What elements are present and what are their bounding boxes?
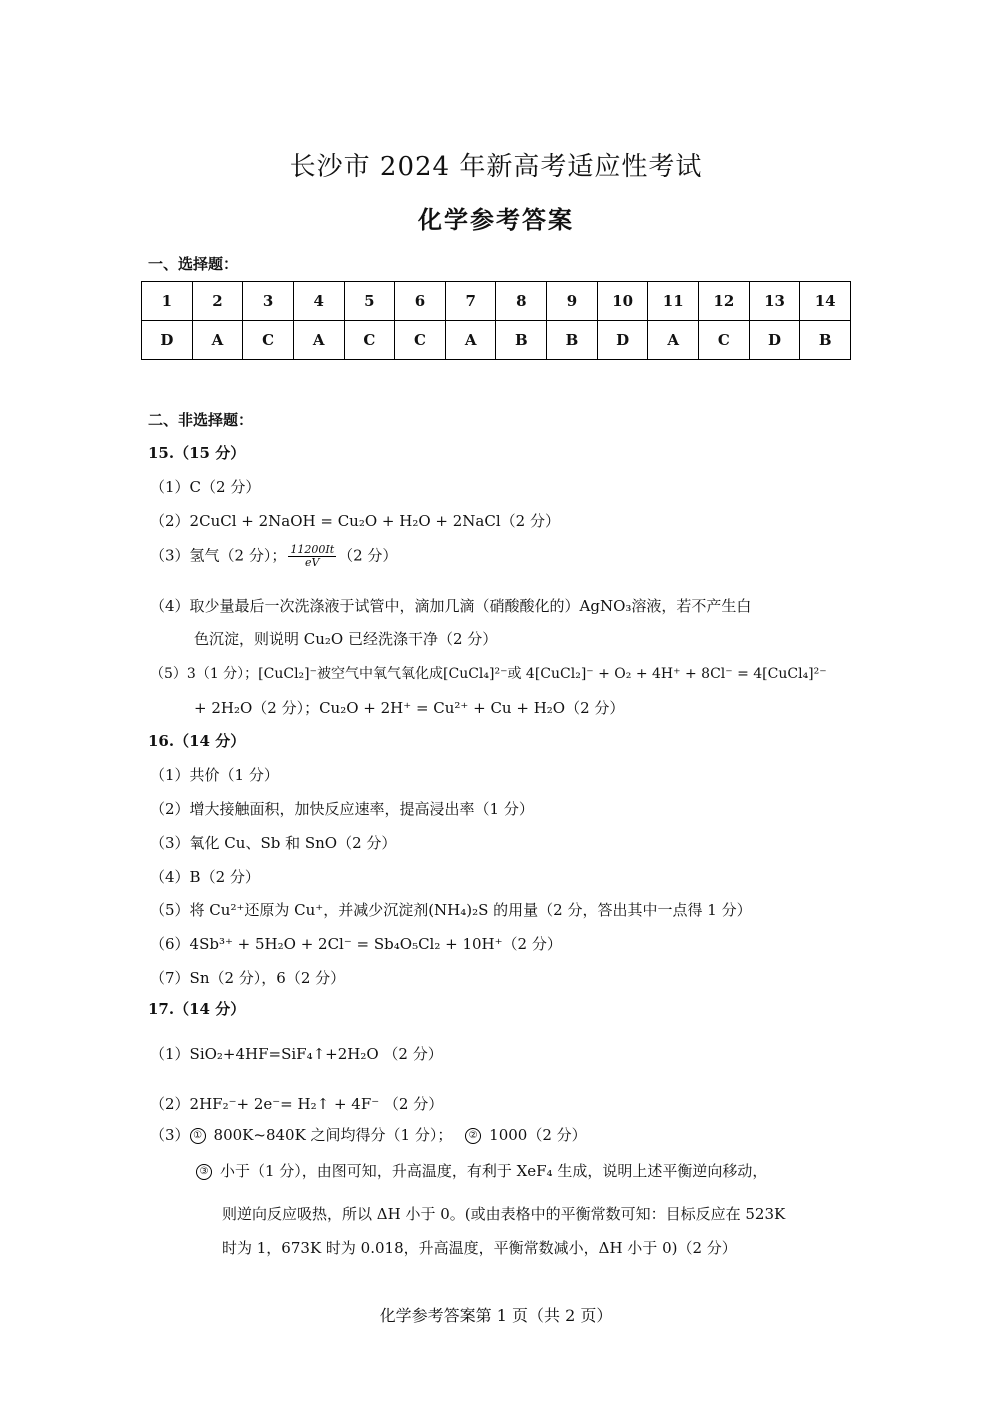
table-cell: 14 [800,282,851,321]
circled-number-icon: ① [190,1128,206,1144]
table-cell: 4 [293,282,344,321]
table-cell: 10 [597,282,648,321]
circled-number-icon: ② [465,1128,481,1144]
q17-answer-3-part3-line3: 时为 1，673K 时为 0.018，升高温度，平衡常数减小，ΔH 小于 0)（2 分） [222,1239,737,1257]
q15-answer-4-line2: 色沉淀，则说明 Cu₂O 已经洗涤干净（2 分） [194,630,498,648]
table-cell: C [243,321,294,360]
table-cell: 12 [699,282,750,321]
table-cell: A [445,321,496,360]
fraction [288,544,336,569]
table-cell: B [800,321,851,360]
table-cell: 3 [243,282,294,321]
q17-answer-2: （2）2HF₂⁻+ 2e⁻= H₂↑ + 4F⁻ （2 分） [150,1095,444,1113]
question-15-heading: 15.（15 分） [148,444,246,462]
table-row-numbers [142,282,851,321]
table-cell: 13 [749,282,800,321]
table-cell: A [192,321,243,360]
q16-answer-6: （6）4Sb³⁺ + 5H₂O + 2Cl⁻ = Sb₄O₅Cl₂ + 10H⁺（2 分） [150,935,562,953]
table-cell: 8 [496,282,547,321]
table-cell: C [395,321,446,360]
q17-answer-3 [150,1124,587,1145]
page-title: 长沙市 2024 年新高考适应性考试 [289,152,703,182]
table-cell: A [648,321,699,360]
question-17-heading: 17.（14 分） [148,1000,246,1018]
table-cell: 9 [547,282,598,321]
table-cell: A [293,321,344,360]
section-multiple-choice-heading: 一、选择题： [148,255,239,273]
q17-answer-3-part3-text: 小于（1 分），由图可知，升高温度，有利于 XeF₄ 生成，说明上述平衡逆向移动， [220,1162,768,1180]
q15-answer-4-line1: （4）取少量最后一次洗涤液于试管中，滴加几滴（硝酸酸化的）AgNO₃溶液，若不产生白 [150,597,752,615]
table-cell: D [142,321,193,360]
q17-answer-3-part1: 800K~840K 之间均得分（1 分）； [213,1126,453,1144]
q15-answer-1: （1）C（2 分） [150,478,261,496]
table-cell: 6 [395,282,446,321]
q16-answer-7: （7）Sn（2 分），6（2 分） [150,969,346,987]
answer-table [141,281,851,360]
table-cell: 2 [192,282,243,321]
table-cell: 5 [344,282,395,321]
table-cell: 1 [142,282,193,321]
q15-answer-5-line2: + 2H₂O（2 分）；Cu₂O + 2H⁺ = Cu²⁺ + Cu + H₂O（2 分） [194,699,625,717]
q17-answer-3-part2: 1000（2 分） [489,1126,587,1144]
table-cell: C [344,321,395,360]
q16-answer-5: （5）将 Cu²⁺还原为 Cu⁺，并减少沉淀剂(NH₄)₂S 的用量（2 分，答出其中一点得 1 分） [150,901,752,919]
table-cell: C [699,321,750,360]
section-free-response-heading: 二、非选择题： [148,411,254,429]
q17-answer-3-prefix: （3） [150,1126,190,1144]
q16-answer-3: （3）氧化 Cu、Sb 和 SnO（2 分） [150,834,397,852]
fraction-denominator: eV [305,556,320,569]
q17-answer-3-part3-line1 [196,1160,767,1181]
q15-answer-5-line1: （5）3（1 分）；[CuCl₂]⁻被空气中氧气氧化成[CuCl₄]²⁻或 4[CuCl₂]⁻ + O₂ + 4H⁺ + 8Cl⁻ = 4[CuCl₄]²⁻ [150,666,827,682]
q16-answer-1: （1）共价（1 分） [150,766,279,784]
q17-answer-3-part3-line2: 则逆向反应吸热，所以 ΔH 小于 0。(或由表格中的平衡常数可知：目标反应在 523K [222,1205,786,1223]
table-cell: B [547,321,598,360]
q15-answer-3-score: （2 分） [338,546,398,565]
circled-number-icon: ③ [196,1164,212,1180]
table-cell: 7 [445,282,496,321]
table-cell: 11 [648,282,699,321]
fraction-numerator: 11200It [290,543,335,556]
question-16-heading: 16.（14 分） [148,732,246,750]
q16-answer-4: （4）B（2 分） [150,868,260,886]
table-cell: D [749,321,800,360]
table-cell: D [597,321,648,360]
q15-answer-2: （2）2CuCl + 2NaOH = Cu₂O + H₂O + 2NaCl（2 分） [150,512,560,530]
q15-answer-3 [150,544,397,569]
q15-answer-3-text: （3）氢气（2 分）； [150,546,287,565]
page-subtitle: 化学参考答案 [418,205,574,234]
q17-answer-1: （1）SiO₂+4HF=SiF₄↑+2H₂O （2 分） [150,1045,443,1063]
table-cell: B [496,321,547,360]
table-row-answers [142,321,851,360]
page-footer: 化学参考答案第 1 页（共 2 页） [379,1306,613,1325]
q16-answer-2: （2）增大接触面积，加快反应速率，提高浸出率（1 分） [150,800,534,818]
